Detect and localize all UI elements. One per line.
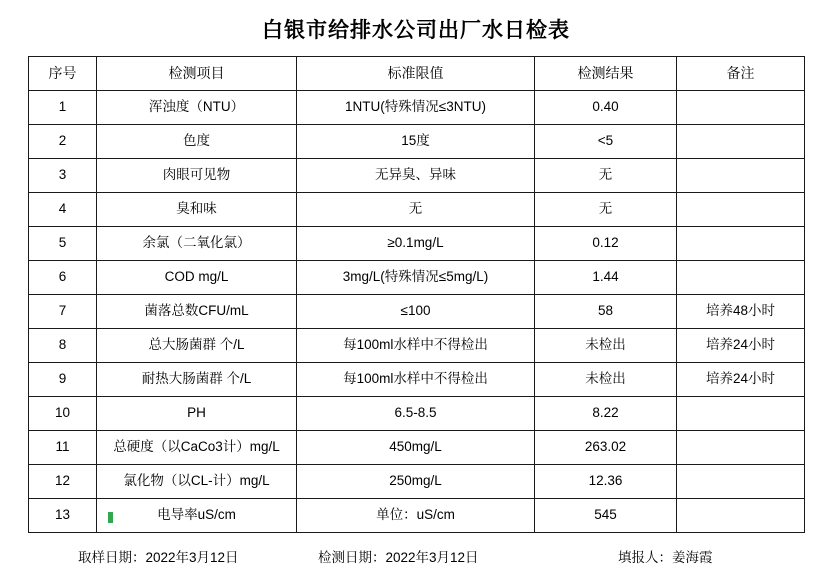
cell-item: 色度 [97,125,297,159]
cell-remark [677,227,805,261]
cell-no: 6 [29,261,97,295]
cell-no: 7 [29,295,97,329]
table-row [29,193,805,227]
cell-remark: 培养24小时 [677,329,805,363]
cell-no: 2 [29,125,97,159]
cell-result: 263.02 [535,431,677,465]
cell-result: 未检出 [535,329,677,363]
cell-result: 0.40 [535,91,677,125]
cell-result: 58 [535,295,677,329]
cell-no: 12 [29,465,97,499]
cell-result: 1.44 [535,261,677,295]
table-container [0,56,832,533]
cell-limit: 无异臭、异味 [297,159,535,193]
cell-limit: 15度 [297,125,535,159]
page-title: 白银市给排水公司出厂水日检表 [262,19,570,42]
cell-limit: ≥0.1mg/L [297,227,535,261]
table-row [29,397,805,431]
cell-result: 未检出 [535,363,677,397]
footer-row [0,546,832,566]
cell-limit: 3mg/L(特殊情况≤5mg/L) [297,261,535,295]
cell-remark [677,91,805,125]
cell-item: 臭和味 [97,193,297,227]
cell-item: 耐热大肠菌群 个/L [97,363,297,397]
cell-limit: 1NTU(特殊情况≤3NTU) [297,91,535,125]
cell-item: PH [97,397,297,431]
cell-item: 肉眼可见物 [97,159,297,193]
cell-remark [677,159,805,193]
cell-no: 4 [29,193,97,227]
table-header-row [29,57,805,91]
cell-remark: 培养24小时 [677,363,805,397]
cell-no: 13 [29,499,97,533]
column-header-remark: 备注 [677,57,805,91]
cell-remark [677,465,805,499]
table-row [29,431,805,465]
cell-item: 菌落总数CFU/mL [97,295,297,329]
cell-item: COD mg/L [97,261,297,295]
table-body [29,91,805,533]
cell-limit: ≤100 [297,295,535,329]
cell-item: 电导率uS/cm [97,499,297,533]
table-row [29,125,805,159]
cell-no: 11 [29,431,97,465]
filler-name: 填报人：姜海霞 [618,550,713,565]
table-row [29,295,805,329]
test-date: 检测日期：2022年3月12日 [318,550,479,565]
cell-remark [677,431,805,465]
cell-result: 12.36 [535,465,677,499]
cell-no: 1 [29,91,97,125]
cell-item: 氯化物（以CL-计）mg/L [97,465,297,499]
table-row [29,465,805,499]
cell-no: 3 [29,159,97,193]
cell-no: 5 [29,227,97,261]
cell-result: 0.12 [535,227,677,261]
column-header-result: 检测结果 [535,57,677,91]
cell-result: 8.22 [535,397,677,431]
cell-remark [677,397,805,431]
cell-result: 无 [535,159,677,193]
cell-limit: 250mg/L [297,465,535,499]
table-row [29,499,805,533]
table-row [29,227,805,261]
cell-result: 无 [535,193,677,227]
cell-no: 10 [29,397,97,431]
cell-result: 545 [535,499,677,533]
cell-no: 9 [29,363,97,397]
table-row [29,363,805,397]
green-marker [108,512,113,523]
sample-date: 取样日期：2022年3月12日 [78,550,239,565]
water-quality-table [28,56,805,533]
column-header-limit: 标准限值 [297,57,535,91]
cell-item: 浑浊度（NTU） [97,91,297,125]
cell-no: 8 [29,329,97,363]
cell-item: 总硬度（以CaCo3计）mg/L [97,431,297,465]
table-row [29,261,805,295]
table-row [29,91,805,125]
cell-limit: 无 [297,193,535,227]
cell-item: 总大肠菌群 个/L [97,329,297,363]
cell-limit: 450mg/L [297,431,535,465]
table-header [29,57,805,91]
column-header-item: 检测项目 [97,57,297,91]
table-row [29,329,805,363]
cell-limit: 每100ml水样中不得检出 [297,329,535,363]
table-row [29,159,805,193]
column-header-no: 序号 [29,57,97,91]
cell-result: <5 [535,125,677,159]
cell-remark [677,193,805,227]
cell-remark: 培养48小时 [677,295,805,329]
cell-item: 余氯（二氧化氯） [97,227,297,261]
cell-remark [677,499,805,533]
cell-remark [677,125,805,159]
cell-limit: 6.5-8.5 [297,397,535,431]
cell-limit: 每100ml水样中不得检出 [297,363,535,397]
cell-limit: 单位：uS/cm [297,499,535,533]
cell-remark [677,261,805,295]
